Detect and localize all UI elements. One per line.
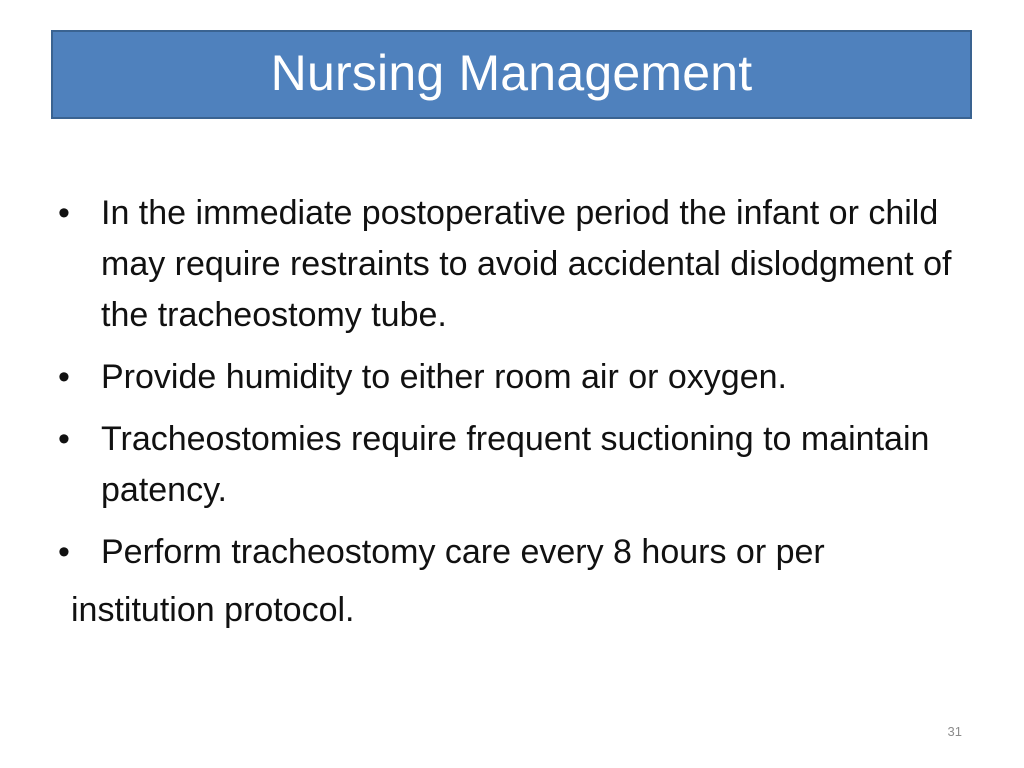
- bullet-item: • Provide humidity to either room air or oxygen.: [58, 352, 978, 403]
- title-bar: [51, 30, 972, 119]
- bullet-continuation: institution protocol.: [71, 591, 355, 629]
- bullet-item: • Tracheostomies require frequent suctioning to maintain patency.: [58, 414, 978, 516]
- bullet-item: • Perform tracheostomy care every 8 hours or per: [58, 527, 978, 578]
- slide-title: Nursing Management: [270, 44, 753, 101]
- bullet-item: • In the immediate postoperative period the infant or child may require restraints to avoid accidental dislodgment of the tracheostomy tube.: [58, 188, 978, 341]
- bullet-list: [58, 188, 978, 589]
- page-number: 31: [947, 724, 962, 739]
